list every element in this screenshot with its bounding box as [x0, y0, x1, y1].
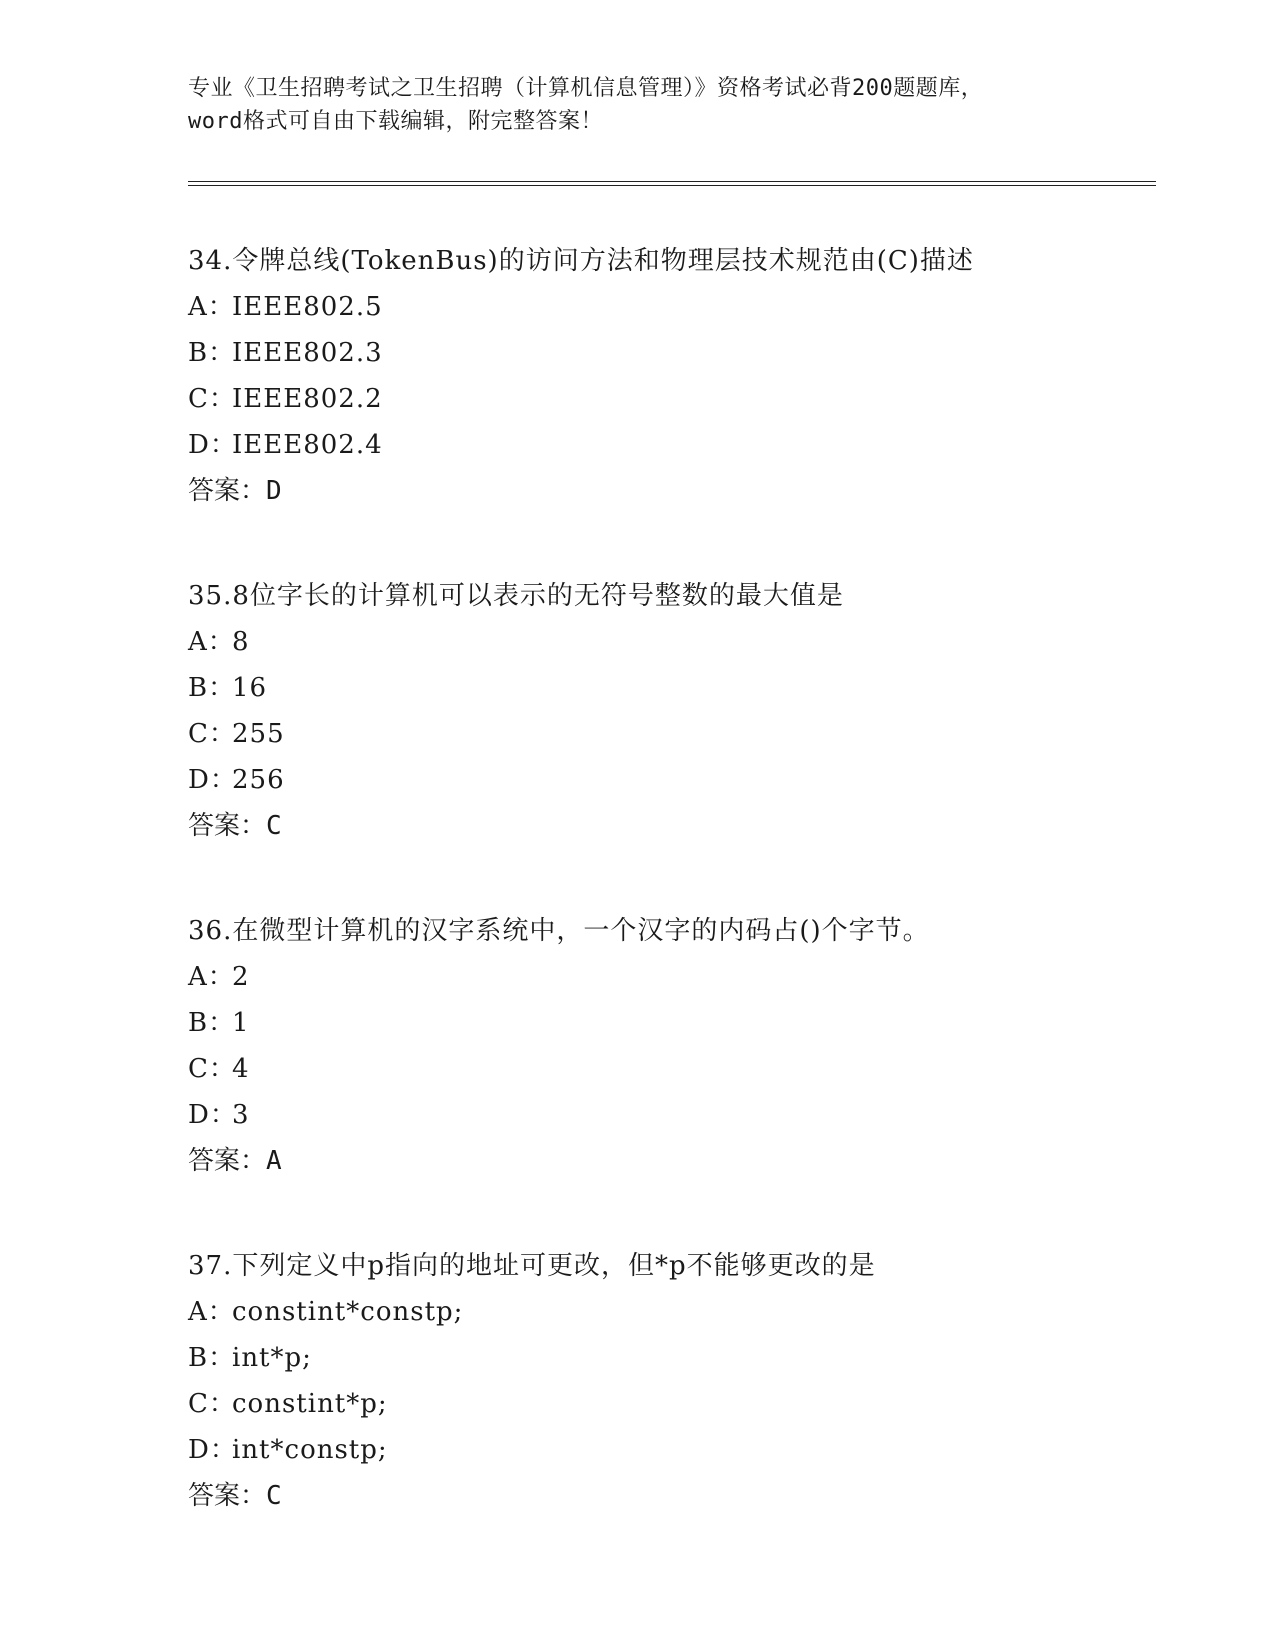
option-a — [188, 954, 1156, 1000]
option-key: D： — [188, 1100, 237, 1130]
option-key: C： — [188, 1054, 236, 1084]
document-header — [188, 72, 1088, 138]
option-text: int*constp; — [232, 1435, 388, 1465]
option-a — [188, 284, 1156, 330]
question-36 — [188, 908, 1156, 1184]
option-key: D： — [188, 430, 237, 460]
option-text: 3 — [232, 1100, 250, 1130]
option-text: 2 — [232, 962, 250, 992]
question-list — [188, 238, 1156, 1578]
option-key: A： — [188, 1297, 235, 1327]
option-d — [188, 422, 1156, 468]
option-key: A： — [188, 962, 235, 992]
option-b — [188, 1000, 1156, 1046]
answer-line: 答案：C — [188, 1481, 282, 1511]
question-stem: 37.下列定义中p指向的地址可更改，但*p不能够更改的是 — [188, 1251, 876, 1281]
question-37 — [188, 1243, 1156, 1519]
option-a — [188, 1289, 1156, 1335]
question-35 — [188, 573, 1156, 849]
option-key: A： — [188, 627, 235, 657]
option-key: B： — [188, 1008, 236, 1038]
question-34 — [188, 238, 1156, 514]
option-key: A： — [188, 292, 235, 322]
option-key: C： — [188, 1389, 236, 1419]
option-d — [188, 757, 1156, 803]
header-line-1: 专业《卫生招聘考试之卫生招聘（计算机信息管理）》资格考试必背200题题库， — [188, 76, 984, 101]
question-stem: 36.在微型计算机的汉字系统中，一个汉字的内码占()个字节。 — [188, 916, 930, 946]
question-stem: 34.令牌总线(TokenBus)的访问方法和物理层技术规范由(C)描述 — [188, 246, 974, 276]
option-c — [188, 1381, 1156, 1427]
option-d — [188, 1092, 1156, 1138]
option-text: IEEE802.3 — [232, 338, 383, 368]
header-divider-top — [188, 181, 1156, 182]
option-key: C： — [188, 384, 236, 414]
option-c — [188, 711, 1156, 757]
answer-line: 答案：D — [188, 476, 282, 506]
header-line-2: word格式可自由下载编辑，附完整答案！ — [188, 109, 603, 134]
option-text: IEEE802.2 — [232, 384, 383, 414]
header-divider-bottom — [188, 185, 1156, 186]
option-a — [188, 619, 1156, 665]
question-stem: 35.8位字长的计算机可以表示的无符号整数的最大值是 — [188, 581, 844, 611]
option-text: 16 — [232, 673, 268, 703]
option-text: int*p; — [232, 1343, 312, 1373]
option-text: 4 — [232, 1054, 250, 1084]
option-c — [188, 1046, 1156, 1092]
answer-line: 答案：A — [188, 1146, 282, 1176]
option-text: constint*p; — [232, 1389, 388, 1419]
option-key: B： — [188, 338, 236, 368]
option-c — [188, 376, 1156, 422]
option-text: IEEE802.5 — [232, 292, 383, 322]
answer-line: 答案：C — [188, 811, 282, 841]
option-key: C： — [188, 719, 236, 749]
option-text: constint*constp; — [232, 1297, 464, 1327]
option-text: 1 — [232, 1008, 250, 1038]
option-text: 255 — [232, 719, 285, 749]
option-b — [188, 665, 1156, 711]
option-key: B： — [188, 673, 236, 703]
option-key: D： — [188, 1435, 237, 1465]
option-key: B： — [188, 1343, 236, 1373]
option-text: IEEE802.4 — [232, 430, 383, 460]
option-key: D： — [188, 765, 237, 795]
option-text: 256 — [232, 765, 285, 795]
option-b — [188, 330, 1156, 376]
option-d — [188, 1427, 1156, 1473]
option-text: 8 — [232, 627, 250, 657]
option-b — [188, 1335, 1156, 1381]
